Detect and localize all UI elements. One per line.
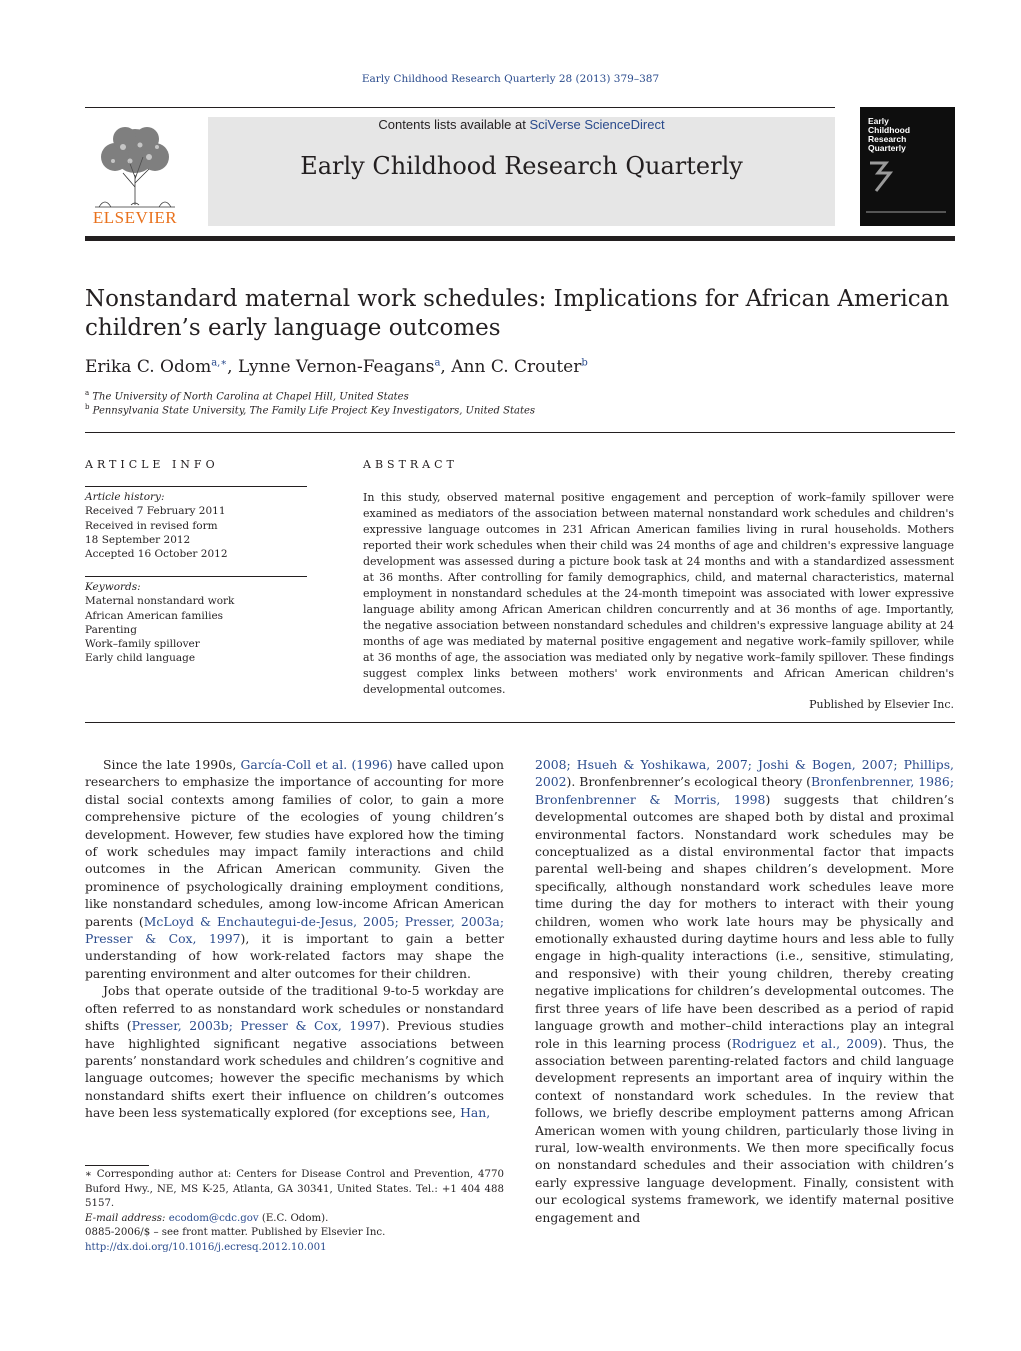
affiliation-text: Pennsylvania State University, The Family Life Project Key Investigators, United States bbox=[92, 405, 536, 417]
affiliation-marker: b bbox=[85, 403, 90, 411]
affiliation-b bbox=[85, 403, 955, 416]
citation-link[interactable]: García-Coll et al. (1996) bbox=[240, 757, 393, 772]
keywords-label: Keywords: bbox=[85, 581, 141, 593]
footnote-rule bbox=[85, 1165, 149, 1166]
journal-cover[interactable] bbox=[860, 107, 955, 226]
article-history-label: Article history: bbox=[85, 491, 165, 503]
email-label: E-mail address: bbox=[85, 1212, 169, 1224]
contents-prefix: Contents lists available at bbox=[378, 117, 530, 132]
cover-title: Early Childhood Research Quarterly bbox=[868, 116, 911, 153]
author-affiliation-marker[interactable]: b bbox=[581, 357, 588, 369]
abstract-publisher-line: Published by Elsevier Inc. bbox=[809, 698, 954, 711]
cover-emblem-icon bbox=[866, 157, 896, 197]
body-text: ) suggests that children’s developmental outcomes are shaped both by distal and proximal environmental factors. Nonstandard work schedules may be conceptualized as a distal environmental factor that impacts parental well-being and shapes children’s development. More specifically, although nonstandard work schedules leave more time during the day for mothers to interact with their young children, women who work late hours may be physically and emotionally exhausted during daytime hours and less able to fully engage in high-quality interactions (i.e., sensitive, stimulating, and responsive) with their young children, thereby creating negative implications for children’s developmental outcomes. The first three years of life have been described as a period of rapid language growth and mother–child interactions play an integral role in this learning process ( bbox=[535, 791, 954, 1051]
abstract-heading: ABSTRACT bbox=[363, 458, 458, 471]
footnote-email-line bbox=[85, 1212, 504, 1227]
body-left-column bbox=[85, 756, 504, 1122]
affiliation-text: The University of North Carolina at Chapel Hill, United States bbox=[92, 391, 409, 403]
citation-link[interactable]: Presser, 2003b; Presser & Cox, 1997 bbox=[131, 1018, 381, 1034]
body-paragraph bbox=[85, 982, 504, 1121]
body-paragraph bbox=[85, 756, 504, 982]
corresponding-author-footnote bbox=[85, 1168, 504, 1226]
history-item: 18 September 2012 bbox=[85, 533, 191, 546]
body-text: ). Thus, the association between parenting-related factors and child language development represents an important area of inquiry within the context of nonstandard work schedules. In the review that follows, we briefly describe employment patterns among African American women with young children, particularly those living in rural, low-wealth environments. We then more specifically focus on nonstandard schedules and their association with children’s early expressive language development. Finally, consistent with our ecological systems framework, we identify maternal positive engagement and bbox=[535, 1035, 954, 1225]
keyword-item: Early child language bbox=[85, 652, 196, 665]
doi-link[interactable]: http://dx.doi.org/10.1016/j.ecresq.2012.10.001 bbox=[85, 1241, 327, 1253]
header-separator bbox=[85, 432, 955, 433]
article-info-rule bbox=[85, 486, 307, 487]
citation-link[interactable]: Han, bbox=[460, 1105, 491, 1121]
keywords-rule bbox=[85, 576, 307, 577]
masthead-top-rule bbox=[85, 107, 835, 108]
author-name: Ann C. Crouter bbox=[451, 357, 582, 377]
citation-link[interactable]: Rodriguez et al., 2009 bbox=[731, 1035, 878, 1051]
article-title: Nonstandard maternal work schedules: Implications for African American children’s early language outcomes bbox=[85, 286, 950, 341]
sciencedirect-link[interactable]: SciVerse ScienceDirect bbox=[529, 117, 665, 132]
keyword-item: African American families bbox=[85, 609, 224, 622]
article-info-heading: ARTICLE INFO bbox=[85, 458, 219, 471]
citation-link[interactable]: McLoyd & Enchautegui-de-Jesus, 2005; Presser, 2003a; Presser & Cox, 1997 bbox=[85, 913, 504, 947]
journal-title[interactable]: Early Childhood Research Quarterly bbox=[300, 152, 743, 180]
keyword-item: Parenting bbox=[85, 623, 137, 636]
keyword-item: Work–family spillover bbox=[85, 638, 200, 651]
footnote-text: ∗ Corresponding author at: Centers for Disease Control and Prevention, 4770 Buford Hwy., NE, MS K-25, Atlanta, GA 30341, United States. Tel.: +1 404 488 5157. bbox=[85, 1169, 504, 1209]
issn-line: 0885-2006/$ – see front matter. Published by Elsevier Inc. bbox=[85, 1227, 386, 1238]
abstract-text: In this study, observed maternal positive engagement and perception of work–family spillover were examined as mediators of the association between maternal nonstandard work schedules and children's expressive language outcomes in 231 African American families living in rural households. Mothers reported their work schedules when their child was 24 months of age and children's expressive language development was assessed during a picture book task at 24 months and with a standardized assessment at 36 months. After controlling for family demographics, child, and maternal characteristics, maternal employment in nonstandard schedules at the 24-month timepoint was associated with lower expressive language ability among African American children concurrently and at 36 months of age. Importantly, the negative association between nonstandard schedules and children's expressive language ability at 24 months of age was mediated by maternal positive engagement and negative work–family spillover, while at 36 months of age, the association was mediated only by negative work–family spillover. These findings suggest complex links between mothers' work environments and African American children's developmental outcomes. bbox=[363, 491, 954, 696]
citation-link[interactable]: Bronfenbrenner, 1986; Bronfenbrenner & Morris, 1998 bbox=[535, 774, 954, 807]
cover-footer-bar bbox=[866, 211, 946, 213]
contents-line bbox=[208, 117, 835, 132]
citation-link[interactable]: 2008; Hsueh & Yoshikawa, 2007; Joshi & Bogen, 2007; Phillips, 2002 bbox=[535, 757, 954, 790]
masthead-bottom-rule bbox=[85, 236, 955, 241]
email-link[interactable]: ecodom@cdc.gov bbox=[168, 1212, 259, 1224]
body-right-column bbox=[535, 756, 954, 1226]
body-text: ). Bronfenbrenner’s ecological theory ( bbox=[566, 774, 811, 790]
affiliation-marker: a bbox=[85, 389, 90, 397]
email-suffix: (E.C. Odom). bbox=[258, 1212, 329, 1224]
abstract-separator bbox=[85, 722, 955, 723]
body-text: ), it is important to gain a better understanding of how work-related factors may shape the parenting environment and alter outcomes for their children. bbox=[85, 931, 505, 981]
body-text: have called upon researchers to emphasize the importance of accounting for more distal social contexts among families of color, to gain a more comprehensive picture of the ecologies of young children’s development. However, few studies have explored how the timing of work schedules may impact family interactions and child outcomes in the African American community. Given the prominence of psychologically draining employment conditions, like nonstandard schedules, among low-income African American parents ( bbox=[85, 757, 504, 929]
body-text: ). Previous studies have highlighted significant negative associations between parents’ nonstandard work schedules and children’s cognitive and language outcomes; however the specific mechanisms by which nonstandard shifts exert their influence on children’s outcomes have been less systematically explored (for exceptions see, bbox=[85, 1018, 504, 1121]
history-item: Accepted 16 October 2012 bbox=[85, 548, 228, 561]
author-affiliation-marker[interactable]: a bbox=[434, 357, 441, 369]
author-list: Erika C. Odom$^{a,∗}$, Lynne Vernon-Feagans$^a$, Ann C. Crouter$^b$ bbox=[85, 357, 588, 377]
author-name: Erika C. Odom bbox=[85, 357, 212, 377]
running-head[interactable]: Early Childhood Research Quarterly 28 (2013) 379–387 bbox=[361, 73, 660, 85]
elsevier-wordmark[interactable]: ELSEVIER bbox=[92, 208, 178, 227]
front-matter bbox=[85, 1226, 504, 1255]
keyword-item: Maternal nonstandard work bbox=[85, 595, 235, 608]
author-name: Lynne Vernon-Feagans bbox=[237, 357, 435, 377]
body-paragraph bbox=[535, 756, 954, 1226]
author-affiliation-marker[interactable]: a,∗ bbox=[211, 357, 228, 369]
history-item: Received in revised form bbox=[85, 519, 218, 532]
affiliation-a bbox=[85, 389, 955, 402]
body-text: Jobs that operate outside of the traditional 9-to-5 workday are often referred to as nonstandard work schedules or nonstandard shifts ( bbox=[85, 983, 504, 1034]
body-text: Since the late 1990s, bbox=[103, 757, 241, 772]
keywords-block bbox=[85, 580, 307, 666]
history-item: Received 7 February 2011 bbox=[85, 505, 226, 518]
article-history bbox=[85, 490, 307, 561]
